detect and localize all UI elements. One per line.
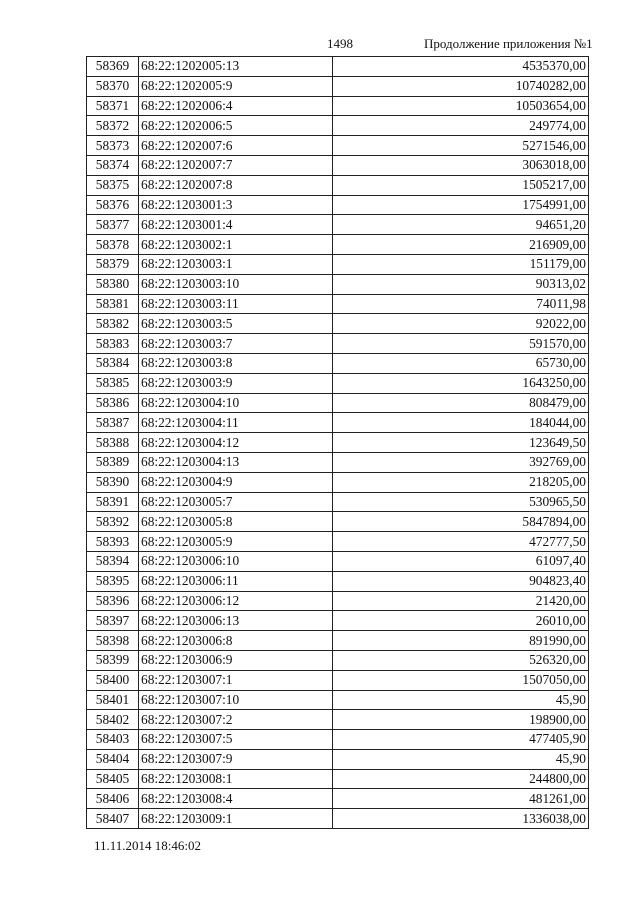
cadastral-number-cell: 68:22:1202007:7 [139,155,333,175]
cadastral-value-cell: 218205,00 [333,472,589,492]
table-row [87,670,589,690]
cadastral-number-cell: 68:22:1203006:13 [139,611,333,631]
table-row [87,96,589,116]
cadastral-number-cell: 68:22:1203006:10 [139,551,333,571]
table-row [87,650,589,670]
cadastral-value-cell: 1643250,00 [333,373,589,393]
table-row [87,116,589,136]
row-number-cell: 58371 [87,96,139,116]
cadastral-value-table [86,56,589,829]
table-row [87,353,589,373]
table-row [87,195,589,215]
cadastral-number-cell: 68:22:1202006:4 [139,96,333,116]
row-number-cell: 58390 [87,472,139,492]
row-number-cell: 58369 [87,57,139,77]
footer-timestamp: 11.11.2014 18:46:02 [94,838,202,853]
cadastral-value-cell: 74011,98 [333,294,589,314]
cadastral-number-cell: 68:22:1203003:11 [139,294,333,314]
cadastral-value-cell: 3063018,00 [333,155,589,175]
row-number-cell: 58394 [87,551,139,571]
cadastral-number-cell: 68:22:1203003:1 [139,254,333,274]
cadastral-value-cell: 198900,00 [333,710,589,730]
cadastral-number-cell: 68:22:1203007:5 [139,730,333,750]
table-row [87,57,589,77]
cadastral-value-cell: 123649,50 [333,433,589,453]
table-row [87,334,589,354]
table-row [87,769,589,789]
row-number-cell: 58377 [87,215,139,235]
cadastral-value-cell: 244800,00 [333,769,589,789]
table-row [87,175,589,195]
cadastral-number-cell: 68:22:1203007:1 [139,670,333,690]
row-number-cell: 58396 [87,591,139,611]
cadastral-value-cell: 1336038,00 [333,809,589,829]
cadastral-value-cell: 591570,00 [333,334,589,354]
cadastral-value-cell: 151179,00 [333,254,589,274]
cadastral-number-cell: 68:22:1203005:7 [139,492,333,512]
cadastral-value-cell: 477405,90 [333,730,589,750]
table-row [87,571,589,591]
cadastral-number-cell: 68:22:1203002:1 [139,235,333,255]
row-number-cell: 58375 [87,175,139,195]
cadastral-number-cell: 68:22:1203007:9 [139,749,333,769]
table-body [87,57,589,829]
cadastral-number-cell: 68:22:1203003:10 [139,274,333,294]
table-row [87,373,589,393]
table-row [87,710,589,730]
page-number: 1498 [327,36,353,51]
cadastral-number-cell: 68:22:1203006:12 [139,591,333,611]
row-number-cell: 58404 [87,749,139,769]
table-row [87,591,589,611]
cadastral-number-cell: 68:22:1203005:9 [139,532,333,552]
row-number-cell: 58402 [87,710,139,730]
cadastral-number-cell: 68:22:1202006:5 [139,116,333,136]
row-number-cell: 58389 [87,452,139,472]
row-number-cell: 58399 [87,650,139,670]
cadastral-value-cell: 1507050,00 [333,670,589,690]
cadastral-number-cell: 68:22:1203001:4 [139,215,333,235]
row-number-cell: 58391 [87,492,139,512]
cadastral-number-cell: 68:22:1203008:1 [139,769,333,789]
cadastral-number-cell: 68:22:1202005:9 [139,76,333,96]
cadastral-value-cell: 891990,00 [333,631,589,651]
cadastral-number-cell: 68:22:1203003:7 [139,334,333,354]
cadastral-value-cell: 5271546,00 [333,136,589,156]
table-row [87,155,589,175]
cadastral-number-cell: 68:22:1203003:8 [139,353,333,373]
page-caption: Продолжение приложения №1 [424,36,593,51]
cadastral-number-cell: 68:22:1203004:11 [139,413,333,433]
table-row [87,631,589,651]
cadastral-value-cell: 216909,00 [333,235,589,255]
table-row [87,294,589,314]
table-row [87,314,589,334]
cadastral-value-cell: 10740282,00 [333,76,589,96]
cadastral-number-cell: 68:22:1203004:13 [139,452,333,472]
cadastral-value-cell: 4535370,00 [333,57,589,77]
table-row [87,235,589,255]
table-row [87,749,589,769]
cadastral-value-cell: 5847894,00 [333,512,589,532]
row-number-cell: 58398 [87,631,139,651]
table-row [87,789,589,809]
row-number-cell: 58387 [87,413,139,433]
cadastral-value-cell: 808479,00 [333,393,589,413]
cadastral-number-cell: 68:22:1203001:3 [139,195,333,215]
cadastral-value-cell: 92022,00 [333,314,589,334]
cadastral-value-cell: 472777,50 [333,532,589,552]
cadastral-number-cell: 68:22:1203005:8 [139,512,333,532]
table-row [87,136,589,156]
cadastral-number-cell: 68:22:1203009:1 [139,809,333,829]
cadastral-number-cell: 68:22:1203003:5 [139,314,333,334]
table-row [87,433,589,453]
cadastral-number-cell: 68:22:1203006:8 [139,631,333,651]
row-number-cell: 58393 [87,532,139,552]
cadastral-number-cell: 68:22:1202007:8 [139,175,333,195]
cadastral-number-cell: 68:22:1203004:12 [139,433,333,453]
cadastral-number-cell: 68:22:1203008:4 [139,789,333,809]
row-number-cell: 58400 [87,670,139,690]
cadastral-value-cell: 1505217,00 [333,175,589,195]
table-row [87,254,589,274]
row-number-cell: 58386 [87,393,139,413]
cadastral-value-cell: 90313,02 [333,274,589,294]
table-row [87,76,589,96]
row-number-cell: 58374 [87,155,139,175]
row-number-cell: 58382 [87,314,139,334]
cadastral-value-cell: 530965,50 [333,492,589,512]
cadastral-value-cell: 481261,00 [333,789,589,809]
cadastral-value-cell: 61097,40 [333,551,589,571]
cadastral-number-cell: 68:22:1202007:6 [139,136,333,156]
table-row [87,452,589,472]
row-number-cell: 58380 [87,274,139,294]
row-number-cell: 58392 [87,512,139,532]
row-number-cell: 58372 [87,116,139,136]
table-row [87,472,589,492]
cadastral-value-cell: 21420,00 [333,591,589,611]
row-number-cell: 58397 [87,611,139,631]
cadastral-value-cell: 249774,00 [333,116,589,136]
table-row [87,532,589,552]
row-number-cell: 58385 [87,373,139,393]
cadastral-number-cell: 68:22:1203004:9 [139,472,333,492]
row-number-cell: 58383 [87,334,139,354]
cadastral-number-cell: 68:22:1203006:11 [139,571,333,591]
cadastral-value-cell: 392769,00 [333,452,589,472]
row-number-cell: 58395 [87,571,139,591]
cadastral-number-cell: 68:22:1203003:9 [139,373,333,393]
cadastral-value-cell: 526320,00 [333,650,589,670]
cadastral-value-cell: 45,90 [333,749,589,769]
row-number-cell: 58378 [87,235,139,255]
cadastral-value-cell: 904823,40 [333,571,589,591]
table-row [87,512,589,532]
row-number-cell: 58384 [87,353,139,373]
cadastral-value-cell: 184044,00 [333,413,589,433]
row-number-cell: 58401 [87,690,139,710]
cadastral-value-cell: 26010,00 [333,611,589,631]
table-row [87,809,589,829]
cadastral-number-cell: 68:22:1203006:9 [139,650,333,670]
table-row [87,413,589,433]
table-row [87,274,589,294]
cadastral-number-cell: 68:22:1202005:13 [139,57,333,77]
cadastral-number-cell: 68:22:1203004:10 [139,393,333,413]
table-row [87,492,589,512]
row-number-cell: 58381 [87,294,139,314]
table-row [87,690,589,710]
table-row [87,215,589,235]
cadastral-number-cell: 68:22:1203007:10 [139,690,333,710]
table-row [87,393,589,413]
cadastral-value-cell: 10503654,00 [333,96,589,116]
cadastral-value-cell: 1754991,00 [333,195,589,215]
row-number-cell: 58405 [87,769,139,789]
table-row [87,611,589,631]
row-number-cell: 58376 [87,195,139,215]
table-row [87,730,589,750]
cadastral-number-cell: 68:22:1203007:2 [139,710,333,730]
row-number-cell: 58403 [87,730,139,750]
row-number-cell: 58388 [87,433,139,453]
cadastral-value-cell: 94651,20 [333,215,589,235]
cadastral-value-cell: 45,90 [333,690,589,710]
row-number-cell: 58373 [87,136,139,156]
row-number-cell: 58379 [87,254,139,274]
row-number-cell: 58406 [87,789,139,809]
row-number-cell: 58370 [87,76,139,96]
cadastral-value-cell: 65730,00 [333,353,589,373]
table-row [87,551,589,571]
row-number-cell: 58407 [87,809,139,829]
